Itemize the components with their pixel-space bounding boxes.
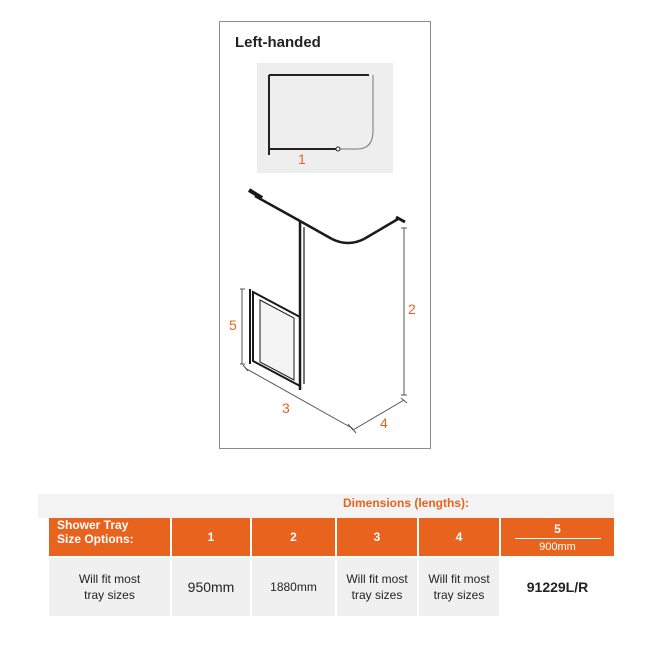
row-col-1: 950mm	[172, 558, 252, 616]
row-tray-options	[49, 558, 172, 616]
dim-3-tick-left	[243, 365, 248, 371]
dim-label-5: 5	[229, 317, 237, 333]
header-col-5-label: 5	[554, 521, 561, 536]
dim-4-tick-left	[351, 427, 356, 433]
rail-long	[300, 221, 332, 239]
row-col-3-line2: tray sizes	[351, 588, 403, 602]
row-col-3-line1: Will fit most	[346, 572, 408, 586]
header-col-5	[501, 518, 614, 556]
row-tray-line2: tray sizes	[84, 588, 135, 602]
diagram-title: Left-handed	[235, 34, 321, 51]
row-col-4-line1: Will fit most	[428, 572, 490, 586]
header-col-2: 2	[252, 518, 337, 556]
rail-short	[255, 196, 300, 221]
dimensions-table	[38, 494, 614, 624]
header-col-5-sub: 900mm	[515, 538, 601, 553]
table-row	[49, 558, 614, 616]
dim-label-3: 3	[282, 400, 290, 416]
row-col-4	[419, 558, 501, 616]
header-col-4: 4	[419, 518, 501, 556]
header-tray-options	[49, 518, 172, 556]
header-col-1: 1	[172, 518, 252, 556]
dim-4-tick-right	[401, 398, 407, 403]
dim-label-2: 2	[408, 301, 416, 317]
rail-curve	[332, 239, 364, 243]
header-tray-line2: Size Options:	[57, 532, 134, 546]
row-col-3	[337, 558, 419, 616]
table-header-row	[49, 518, 614, 556]
dim-label-1: 1	[298, 151, 306, 167]
diagram-card	[219, 21, 431, 449]
rail-right	[364, 219, 398, 239]
dim-3-line	[245, 368, 350, 427]
header-tray-line1: Shower Tray	[57, 518, 129, 532]
dim-label-4: 4	[380, 415, 388, 431]
row-col-4-line2: tray sizes	[433, 588, 485, 602]
isometric-drawing	[220, 22, 432, 450]
row-col-5: 91229L/R	[501, 558, 614, 616]
table-caption: Dimensions (lengths):	[342, 496, 469, 510]
row-col-2: 1880mm	[252, 558, 337, 616]
header-col-3: 3	[337, 518, 419, 556]
table-caption-bar	[38, 494, 614, 518]
dim-4-line	[353, 400, 404, 430]
row-tray-line1: Will fit most	[78, 572, 141, 586]
